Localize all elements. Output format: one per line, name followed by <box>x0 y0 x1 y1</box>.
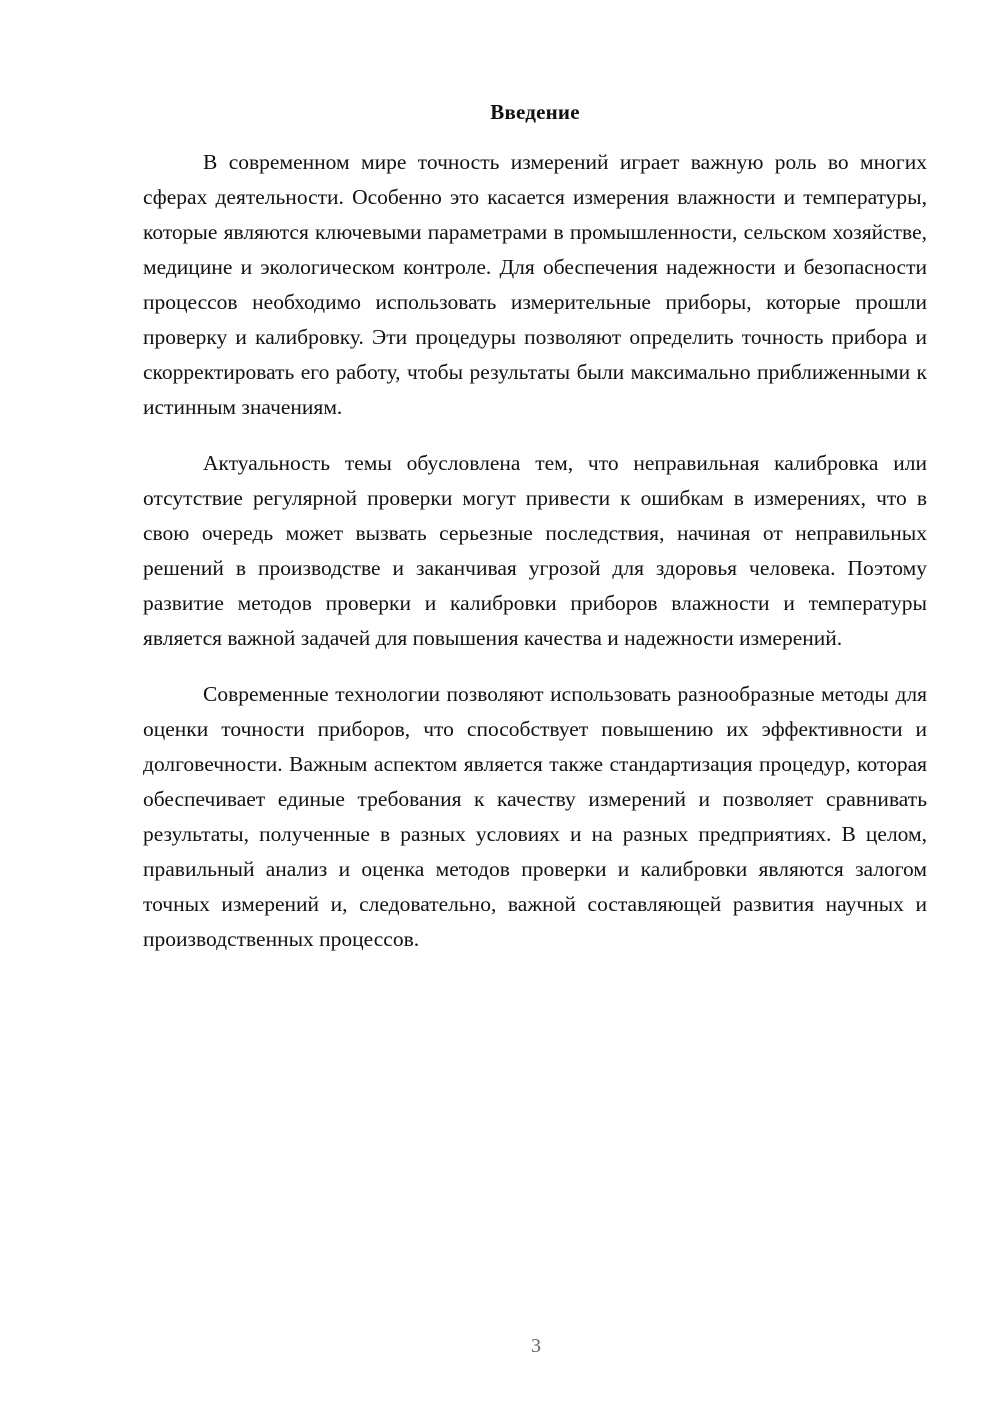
paragraph-1: В современном мире точность измерений играет важную роль во многих сферах деятельности. Особенно это касается измерения влажности и температуры, которые являются ключевыми параметрами в промышленности, сельском хозяйстве, медицине и экологическом контроле. Для обеспечения надежности и безопасности процессов необходимо использовать измерительные приборы, которые прошли проверку и калибровку. Эти процедуры позволяют определить точность прибора и скорректировать его работу, чтобы результаты были максимально приближенными к истинным значениям. <box>143 150 927 419</box>
document-body <box>143 145 927 978</box>
paragraph-3: Современные технологии позволяют использовать разнообразные методы для оценки точности приборов, что способствует повышению их эффективности и долговечности. Важным аспектом является также стандартизация процедур, которая обеспечивает единые требования к качеству измерений и позволяет сравнивать результаты, полученные в разных условиях и на разных предприятиях. В целом, правильный анализ и оценка методов проверки и калибровки являются залогом точных измерений и, следовательно, важной составляющей развития научных и производственных процессов. <box>143 682 927 951</box>
section-title: Введение <box>490 100 580 124</box>
page-number: 3 <box>531 1335 541 1357</box>
paragraph-2: Актуальность темы обусловлена тем, что неправильная калибровка или отсутствие регулярной проверки могут привести к ошибкам в измерениях, что в свою очередь может вызвать серьезные последствия, начиная от неправильных решений в производстве и заканчивая угрозой для здоровья человека. Поэтому развитие методов проверки и калибровки приборов влажности и температуры является важной задачей для повышения качества и надежности измерений. <box>143 451 927 650</box>
